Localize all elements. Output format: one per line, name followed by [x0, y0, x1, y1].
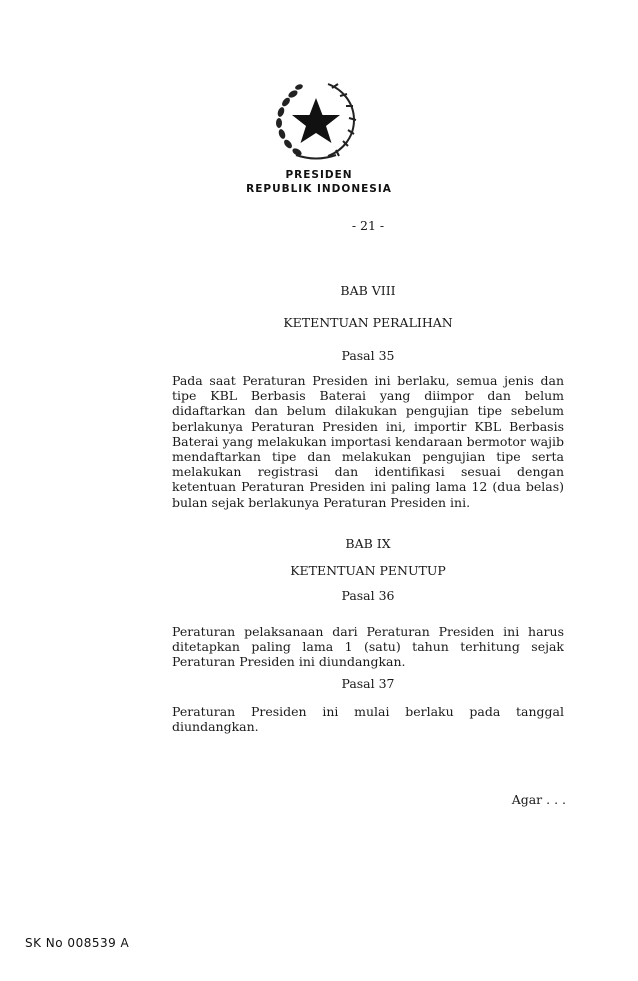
pasal35-heading: Pasal 35	[341, 348, 395, 363]
text-line: Pada saat Peraturan Presiden ini berlaku, semua jenis dan	[172, 373, 564, 388]
text-line: bulan sejak berlakunya Peraturan Presiden ini.	[172, 494, 471, 510]
pasal36-text	[172, 624, 564, 670]
chapter8-title: KETENTUAN PERALIHAN	[283, 315, 453, 330]
text-line: Peraturan Presiden ini diundangkan.	[172, 654, 406, 670]
chapter9-heading: BAB IX	[345, 536, 391, 551]
text-line: Peraturan pelaksanaan dari Peraturan Presiden ini harus	[172, 624, 564, 639]
header-title-line1: PRESIDEN	[285, 169, 353, 181]
page-number: - 21 -	[351, 218, 385, 233]
text-line: ketentuan Peraturan Presiden ini paling lama 12 (dua belas)	[172, 479, 564, 495]
chapter8-heading: BAB VIII	[340, 283, 396, 298]
text-line: didaftarkan dan belum dilakukan pengujian tipe sebelum	[172, 403, 564, 419]
continuation-marker: Agar . . .	[511, 792, 566, 807]
text-line: tipe KBL Berbasis Baterai yang diimpor dan belum	[172, 388, 564, 404]
pasal35-text	[172, 373, 564, 510]
chapter9-title: KETENTUAN PENUTUP	[290, 563, 446, 578]
pasal36-heading: Pasal 36	[341, 588, 395, 603]
text-line: ditetapkan paling lama 1 (satu) tahun terhitung sejak	[172, 639, 564, 655]
text-line: diundangkan.	[172, 719, 259, 735]
text-line: berlakunya Peraturan Presiden ini, importir KBL Berbasis	[172, 418, 564, 434]
text-line: melakukan registrasi dan identifikasi sesuai dengan	[172, 464, 564, 480]
text-line: Baterai yang melakukan importasi kendaraan bermotor wajib	[172, 433, 564, 449]
pasal37-text	[172, 704, 564, 734]
pasal37-heading: Pasal 37	[341, 676, 395, 691]
document-serial-number: SK No 008539 A	[25, 936, 130, 950]
text-line: mendaftarkan tipe dan melakukan pengujian tipe serta	[172, 449, 564, 465]
text-line: Peraturan Presiden ini mulai berlaku pada tanggal	[172, 704, 564, 719]
presidential-seal-icon	[266, 72, 366, 164]
header-title-line2: REPUBLIK INDONESIA	[246, 183, 392, 195]
